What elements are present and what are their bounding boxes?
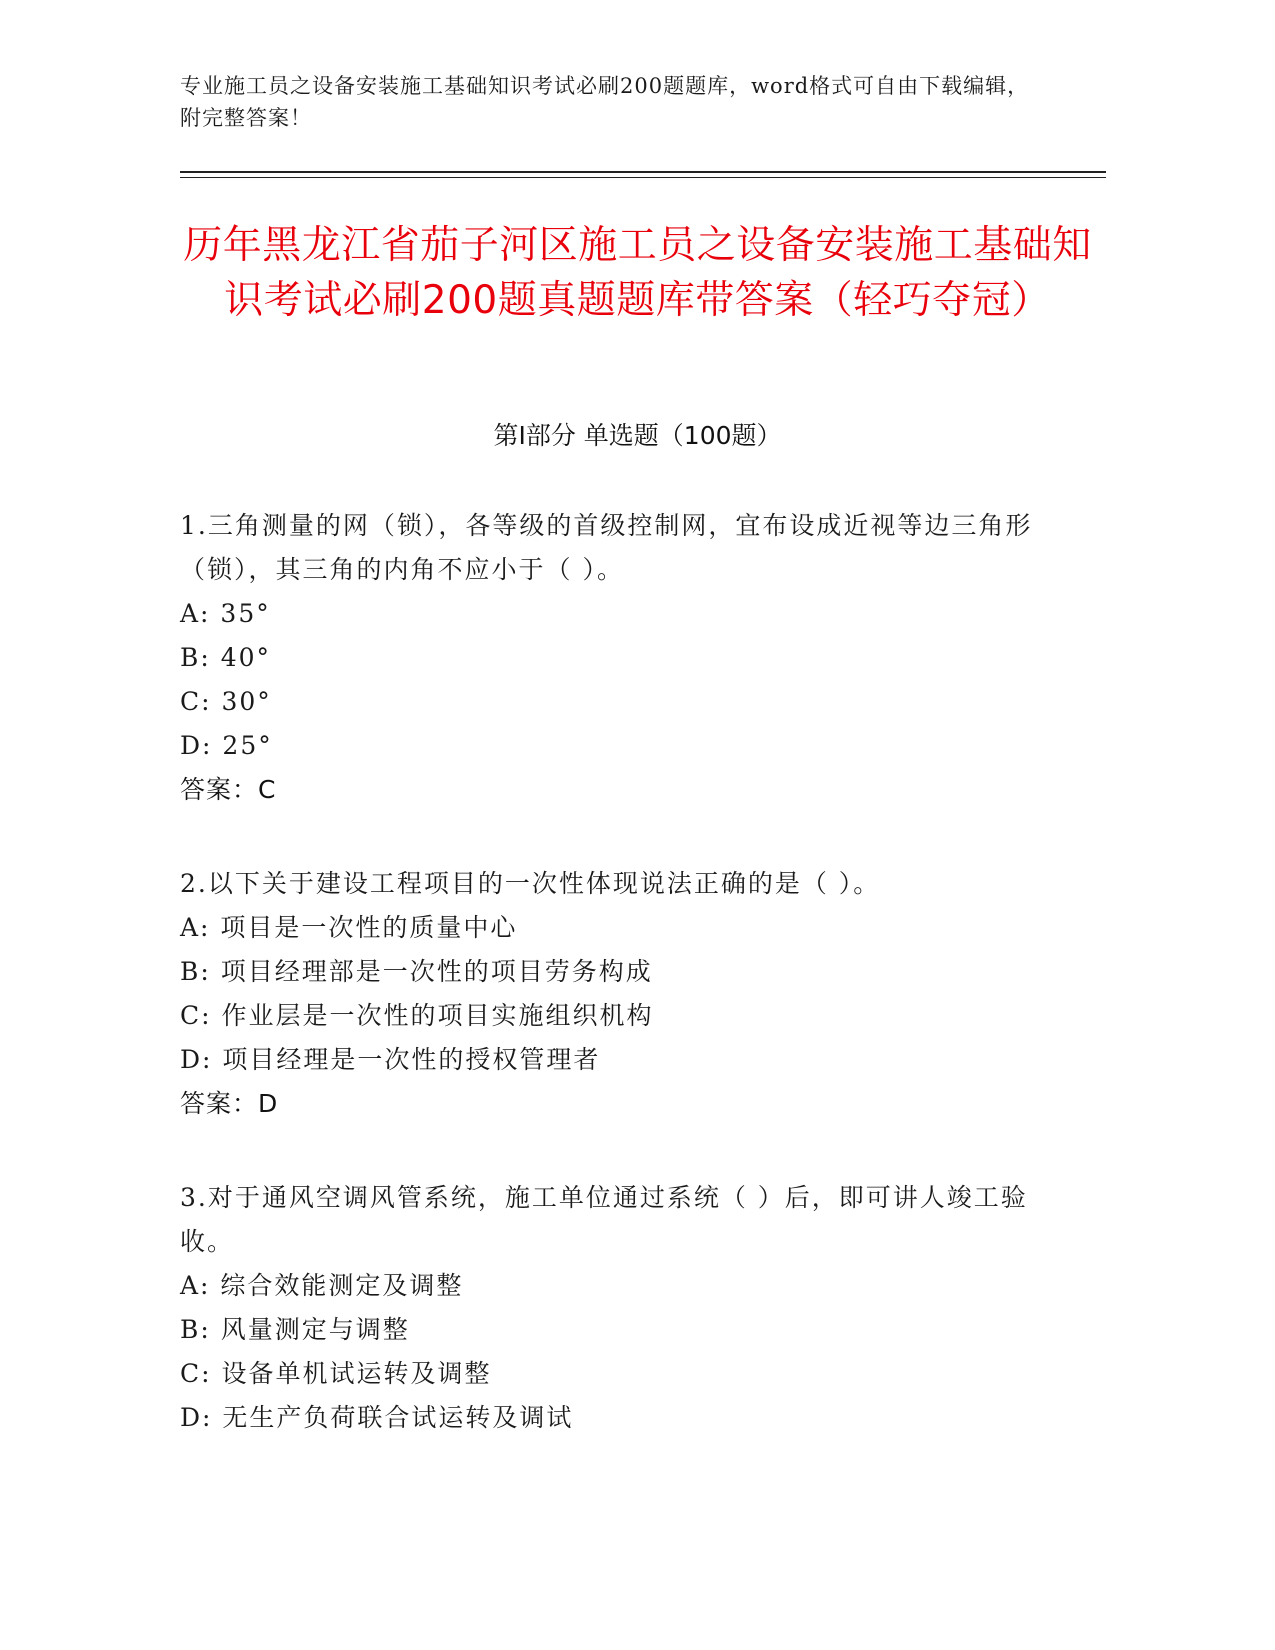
question-list [180,504,1040,1490]
option-d: D: 无生产负荷联合试运转及调试 [180,1403,574,1432]
option-b: B: 项目经理部是一次性的项目劳务构成 [180,957,653,986]
option-a: A: 35° [180,599,271,628]
option-c: C: 设备单机试运转及调整 [180,1359,492,1388]
answer-line: 答案：D [180,1089,279,1118]
option-d: D: 项目经理是一次性的授权管理者 [180,1045,601,1074]
question-2 [180,862,1040,1126]
question-3 [180,1176,1040,1440]
question-text: 3.对于通风空调风管系统，施工单位通过系统（ ）后，即可讲人竣工验收。 [180,1183,1028,1256]
question-text: 2.以下关于建设工程项目的一次性体现说法正确的是（ ）。 [180,869,881,898]
option-a: A: 综合效能测定及调整 [180,1271,464,1300]
question-text: 1.三角测量的网（锁），各等级的首级控制网，宜布设成近视等边三角形（锁），其三角的内角不应小于（ ）。 [180,511,1033,584]
option-b: B: 40° [180,643,272,672]
header-divider-thin [180,177,1106,178]
section-heading: 第Ⅰ部分 单选题（100题） [493,421,782,450]
option-c: C: 作业层是一次性的项目实施组织机构 [180,1001,654,1030]
document-title: 历年黑龙江省茄子河区施工员之设备安装施工基础知识考试必刷200题真题题库带答案（轻巧夺冠） [183,223,1092,323]
option-a: A: 项目是一次性的质量中心 [180,913,518,942]
answer-line: 答案：C [180,775,277,804]
header-note: 专业施工员之设备安装施工基础知识考试必刷200题题库，word格式可自由下载编辑，附完整答案！ [180,74,1030,130]
option-d: D: 25° [180,731,273,760]
option-c: C: 30° [180,687,272,716]
header-divider-thick [180,171,1106,173]
option-b: B: 风量测定与调整 [180,1315,410,1344]
question-1 [180,504,1040,812]
